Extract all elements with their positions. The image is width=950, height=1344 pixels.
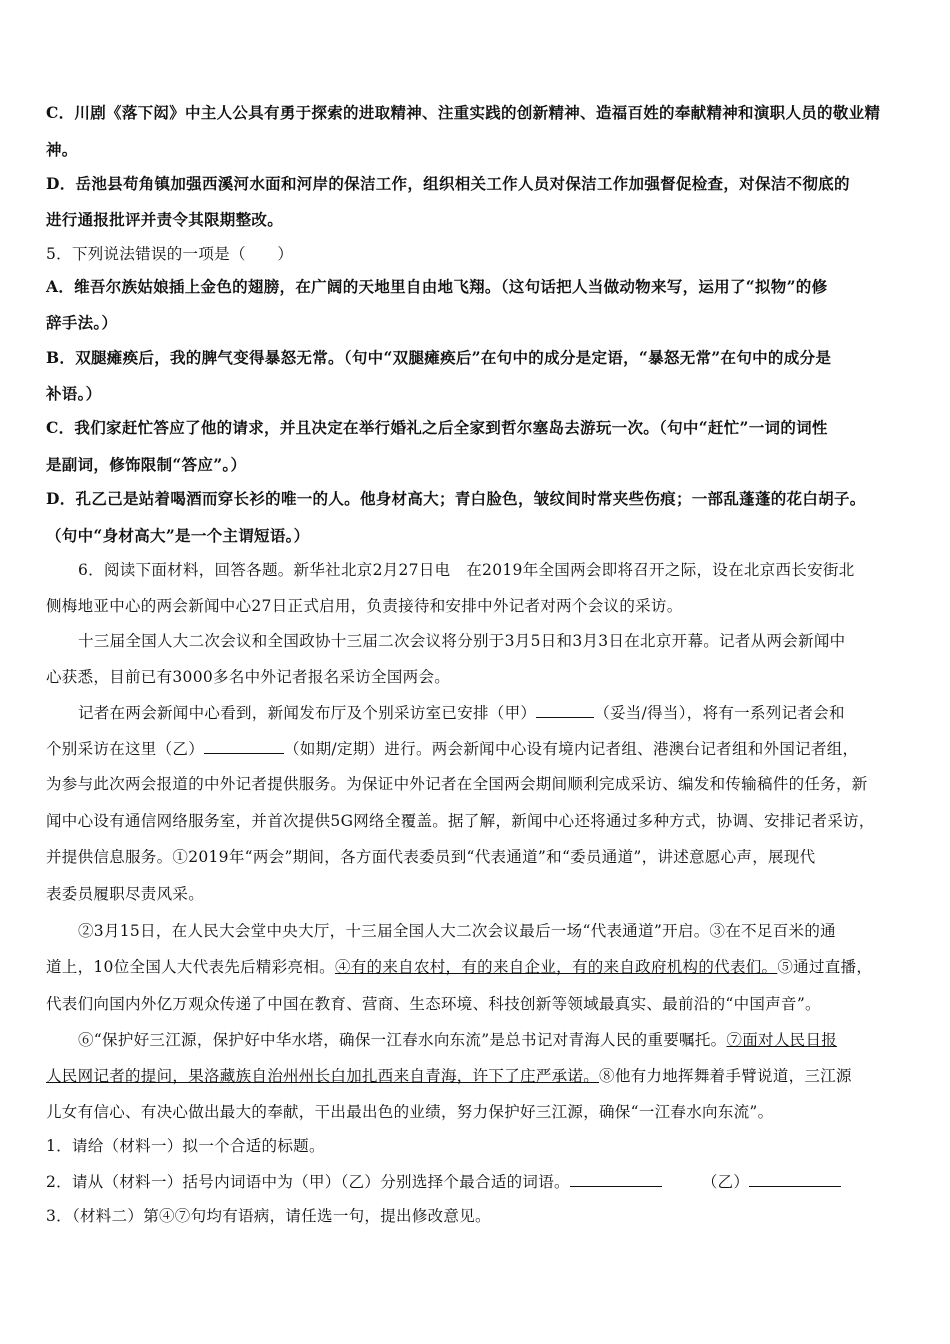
q5-option-d-line1: D．孔乙己是站着喝酒而穿长衫的唯一的人。他身材高大；青白脸色，皱纹间时常夹些伤痕；一部乱蓬蓬的花白胡子。: [46, 489, 866, 508]
q6-p3-line2: [46, 738, 906, 759]
q4-option-c-line2: 神。: [46, 140, 78, 159]
q6-p4-line3: 代表们向国内外亿万观众传递了中国在教育、营商、生态环境、科技创新等领域最真实、最前沿的“中国声音”。: [46, 995, 821, 1013]
blank-yi[interactable]: [204, 738, 284, 754]
q6-p4-line2-tail: ⑤通过直播，: [777, 958, 873, 976]
q6-p5-line1-text: ⑥“保护好三江源，保护好中华水塔，确保一江春水向东流”是总书记对青海人民的重要嘱托。: [78, 1031, 727, 1049]
q5-option-b-line1: B．双腿瘫痪后，我的脾气变得暴怒无常。（句中“双腿瘫痪后”在句中的成分是定语，“暴怒无常”在句中的成分是: [46, 348, 832, 367]
answer-blank-yi[interactable]: [749, 1171, 841, 1187]
q5-option-c-line2: 是副词，修饰限制“答应”。）: [46, 455, 247, 474]
q6-p5-line2: [46, 1066, 906, 1086]
sentence-4-underlined: ④有的来自农村，有的来自企业，有的来自政府机构的代表们。: [334, 958, 778, 976]
sentence-7-underlined-b: 人民网记者的提问，果洛藏族自治州州长白加扎西来自青海，许下了庄严承诺。: [46, 1067, 600, 1085]
q4-option-c-line1: C．川剧《落下闳》中主人公具有勇于探索的进取精神、注重实践的创新精神、造福百姓的奉献精神和演职人员的敬业精: [46, 103, 881, 122]
q6-p2-line2: 心获悉，目前已有3000多名中外记者报名采访全国两会。: [46, 668, 451, 686]
q5-option-a-line2: 辞手法。）: [46, 313, 118, 332]
q6-p5-line3: 儿女有信心、有决心做出最大的奉献，干出最出色的业绩，努力保护好三江源，确保“一江春水向东流”。: [46, 1103, 774, 1121]
q6-p2-line1: 十三届全国人大二次会议和全国政协十三届二次会议将分别于3月5日和3月3日在北京开幕。记者从两会新闻中: [78, 632, 846, 650]
sentence-7-underlined-a: ⑦面对人民日报: [726, 1031, 838, 1049]
q5-option-a-line1: A．维吾尔族姑娘插上金色的翅膀，在广阔的天地里自由地飞翔。（这句话把人当做动物来写，运用了“拟物”的修: [46, 277, 828, 296]
q6-sub3: 3．（材料二）第④⑦句均有语病，请任选一句，提出修改意见。: [46, 1207, 491, 1225]
q6-p3-line1-text-a: 记者在两会新闻中心看到，新闻发布厅及个别采访室已安排（甲）: [78, 704, 537, 722]
q6-sub2-yi-label: （乙）: [701, 1173, 750, 1191]
q6-sub1: 1．请给（材料一）拟一个合适的标题。: [46, 1137, 325, 1155]
q6-p3-line1-text-b: （妥当/得当），将有一系列记者会和: [594, 704, 845, 722]
q6-p1-line1: 6．阅读下面材料，回答各题。新华社北京2月27日电 在2019年全国两会即将召开之际，设在北京西长安街北: [78, 561, 855, 579]
q6-p5-line1: [78, 1030, 906, 1050]
q6-p1-line2: 侧梅地亚中心的两会新闻中心27日正式启用，负责接待和安排中外记者对两个会议的采访。: [46, 597, 683, 615]
q6-p3-line2-text-a: 个别采访在这里（乙）: [46, 740, 205, 758]
q6-sub2-text: 2．请从（材料一）括号内词语中为（甲）（乙）分别选择个最合适的词语。: [46, 1173, 570, 1191]
q6-p3-line2-text-b: （如期/定期）进行。两会新闻中心设有境内记者组、港澳台记者组和外国记者组，: [284, 740, 859, 758]
q5-stem: 5．下列说法错误的一项是（ ）: [46, 245, 294, 263]
q6-p4-line2-text: 道上，10位全国人大代表先后精彩亮相。: [46, 958, 335, 976]
q6-p3-line5: 并提供信息服务。①2019年“两会”期间，各方面代表委员到“代表通道”和“委员通道”，讲述意愿心声，展现代: [46, 848, 816, 866]
q6-p3-line6: 表委员履职尽责风采。: [46, 885, 205, 903]
q6-p3-line1: [78, 702, 906, 723]
q5-option-c-line1: C．我们家赶忙答应了他的请求，并且决定在举行婚礼之后全家到哲尔塞岛去游玩一次。（句中“赶忙”一词的词性: [46, 418, 828, 437]
q4-option-d-line1: D．岳池县苟角镇加强西溪河水面和河岸的保洁工作，组织相关工作人员对保洁工作加强督促检查，对保洁不彻底的: [46, 174, 850, 193]
q5-option-b-line2: 补语。）: [46, 384, 102, 403]
q6-p3-line4: 闻中心设有通信网络服务室，并首次提供5G网络全覆盖。据了解，新闻中心还将通过多种方式，协调、安排记者采访，: [46, 812, 875, 830]
q4-option-d-line2: 进行通报批评并责令其限期整改。: [46, 210, 284, 229]
q6-p5-line2-tail: ⑧他有力地挥舞着手臂说道，三江源: [599, 1067, 852, 1085]
blank-jia[interactable]: [536, 702, 594, 718]
q5-option-d-line2: （句中“身材高大”是一个主谓短语。）: [46, 526, 310, 545]
q6-sub2: [46, 1171, 906, 1192]
q6-p3-line3: 为参与此次两会报道的中外记者提供服务。为保证中外记者在全国两会期间顺利完成采访、编发和传输稿件的任务，新: [46, 775, 868, 793]
q6-p4-line1: ②3月15日，在人民大会堂中央大厅，十三届全国人大二次会议最后一场“代表通道”开启。③在不足百米的通: [78, 922, 836, 940]
answer-blank-jia[interactable]: [570, 1171, 662, 1187]
q6-p4-line2: [46, 957, 906, 977]
